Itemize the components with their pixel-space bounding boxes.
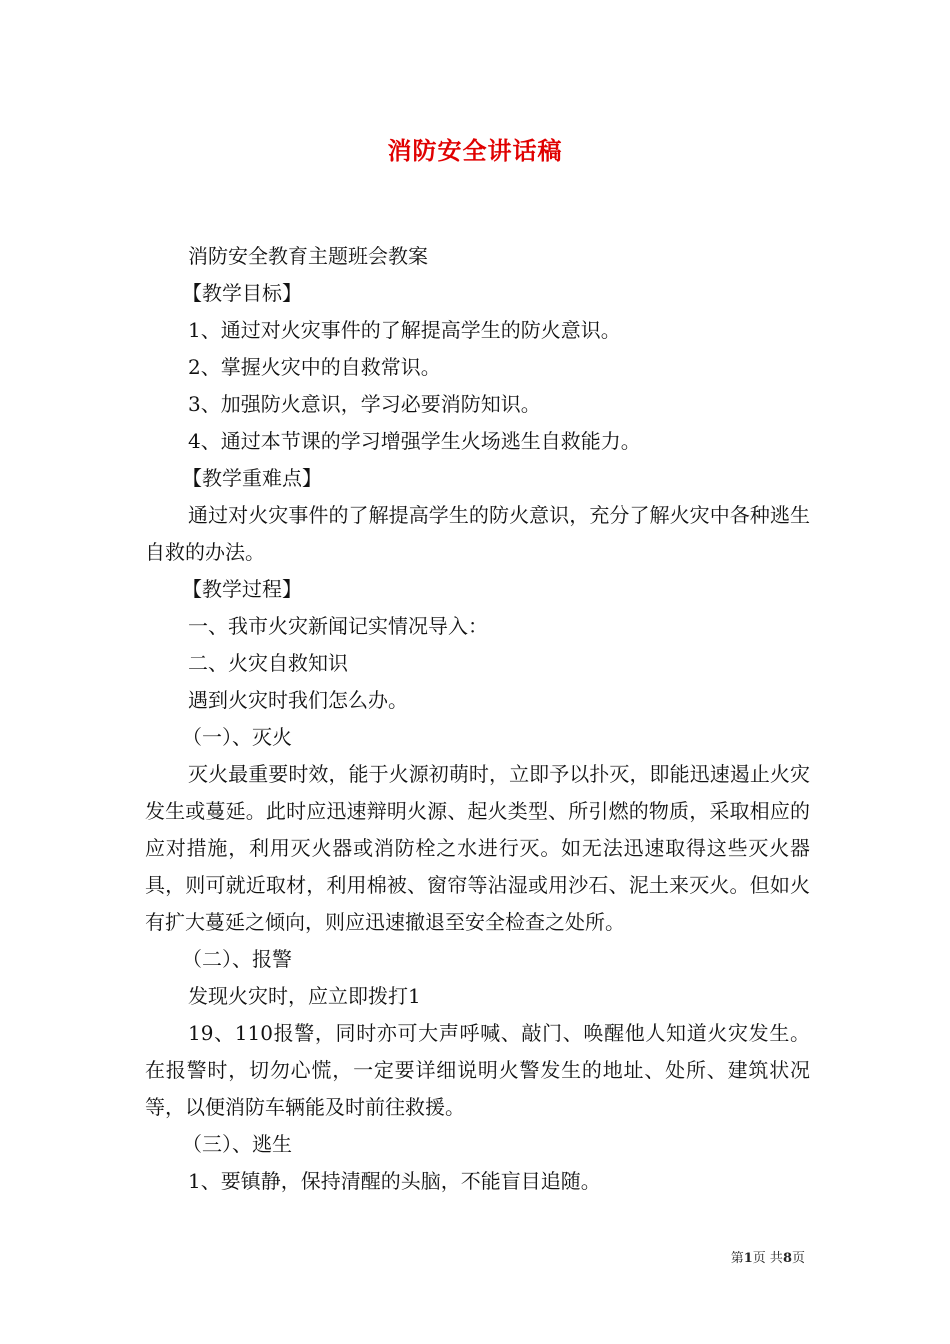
footer-current-page: 1	[743, 1251, 753, 1266]
paragraph-extinguish: 灭火最重要时效，能于火源初萌时，立即予以扑灭，即能迅速遏止火灾发生或蔓延。此时应迅速辩明火源、起火类型、所引燃的物质，采取相应的应对措施，利用灭火器或消防栓之水进行灭。如无法迅速取得这些灭火器具，则可就近取材，利用棉被、窗帘等沾湿或用沙石、泥土来灭火。但如火有扩大蔓延之倾向，则应迅速撤退至安全检查之处所。	[145, 762, 810, 934]
paragraph-process-1: 一、我市火灾新闻记实情况导入：	[188, 614, 488, 638]
document-title: 消防安全讲话稿	[387, 136, 563, 165]
footer-prefix: 第	[730, 1251, 744, 1266]
heading-key-points: 【教学重难点】	[182, 466, 322, 490]
document-body	[145, 238, 810, 1200]
paragraph-process-2: 二、火灾自救知识	[188, 651, 348, 675]
footer-middle: 页 共	[752, 1251, 783, 1266]
paragraph-goal-3: 3、加强防火意识，学习必要消防知识。	[188, 392, 541, 416]
heading-extinguish: （一）、灭火	[182, 725, 292, 749]
footer-suffix: 页	[791, 1251, 805, 1266]
footer-total-pages: 8	[782, 1251, 792, 1266]
heading-teaching-goals: 【教学目标】	[182, 281, 302, 305]
page-number-footer	[731, 1247, 805, 1266]
heading-escape: （三）、逃生	[182, 1132, 292, 1156]
paragraph-key-points: 通过对火灾事件的了解提高学生的防火意识，充分了解火灾中各种逃生自救的办法。	[145, 503, 810, 564]
paragraph-goal-4: 4、通过本节课的学习增强学生火场逃生自救能力。	[188, 429, 641, 453]
paragraph-lesson-plan-title: 消防安全教育主题班会教案	[188, 244, 428, 268]
paragraph-goal-2: 2、掌握火灾中的自救常识。	[188, 355, 441, 379]
heading-alarm: （二）、报警	[182, 947, 292, 971]
heading-teaching-process: 【教学过程】	[182, 577, 302, 601]
paragraph-alarm-1: 发现火灾时，应立即拨打1	[188, 984, 421, 1008]
paragraph-escape-1: 1、要镇静，保持清醒的头脑，不能盲目追随。	[188, 1169, 601, 1193]
paragraph-what-to-do: 遇到火灾时我们怎么办。	[188, 688, 408, 712]
paragraph-alarm-2: 19、110报警，同时亦可大声呼喊、敲门、唤醒他人知道火灾发生。在报警时，切勿心慌，一定要详细说明火警发生的地址、处所、建筑状况等，以便消防车辆能及时前往救援。	[145, 1021, 810, 1119]
paragraph-goal-1: 1、通过对火灾事件的了解提高学生的防火意识。	[188, 318, 621, 342]
